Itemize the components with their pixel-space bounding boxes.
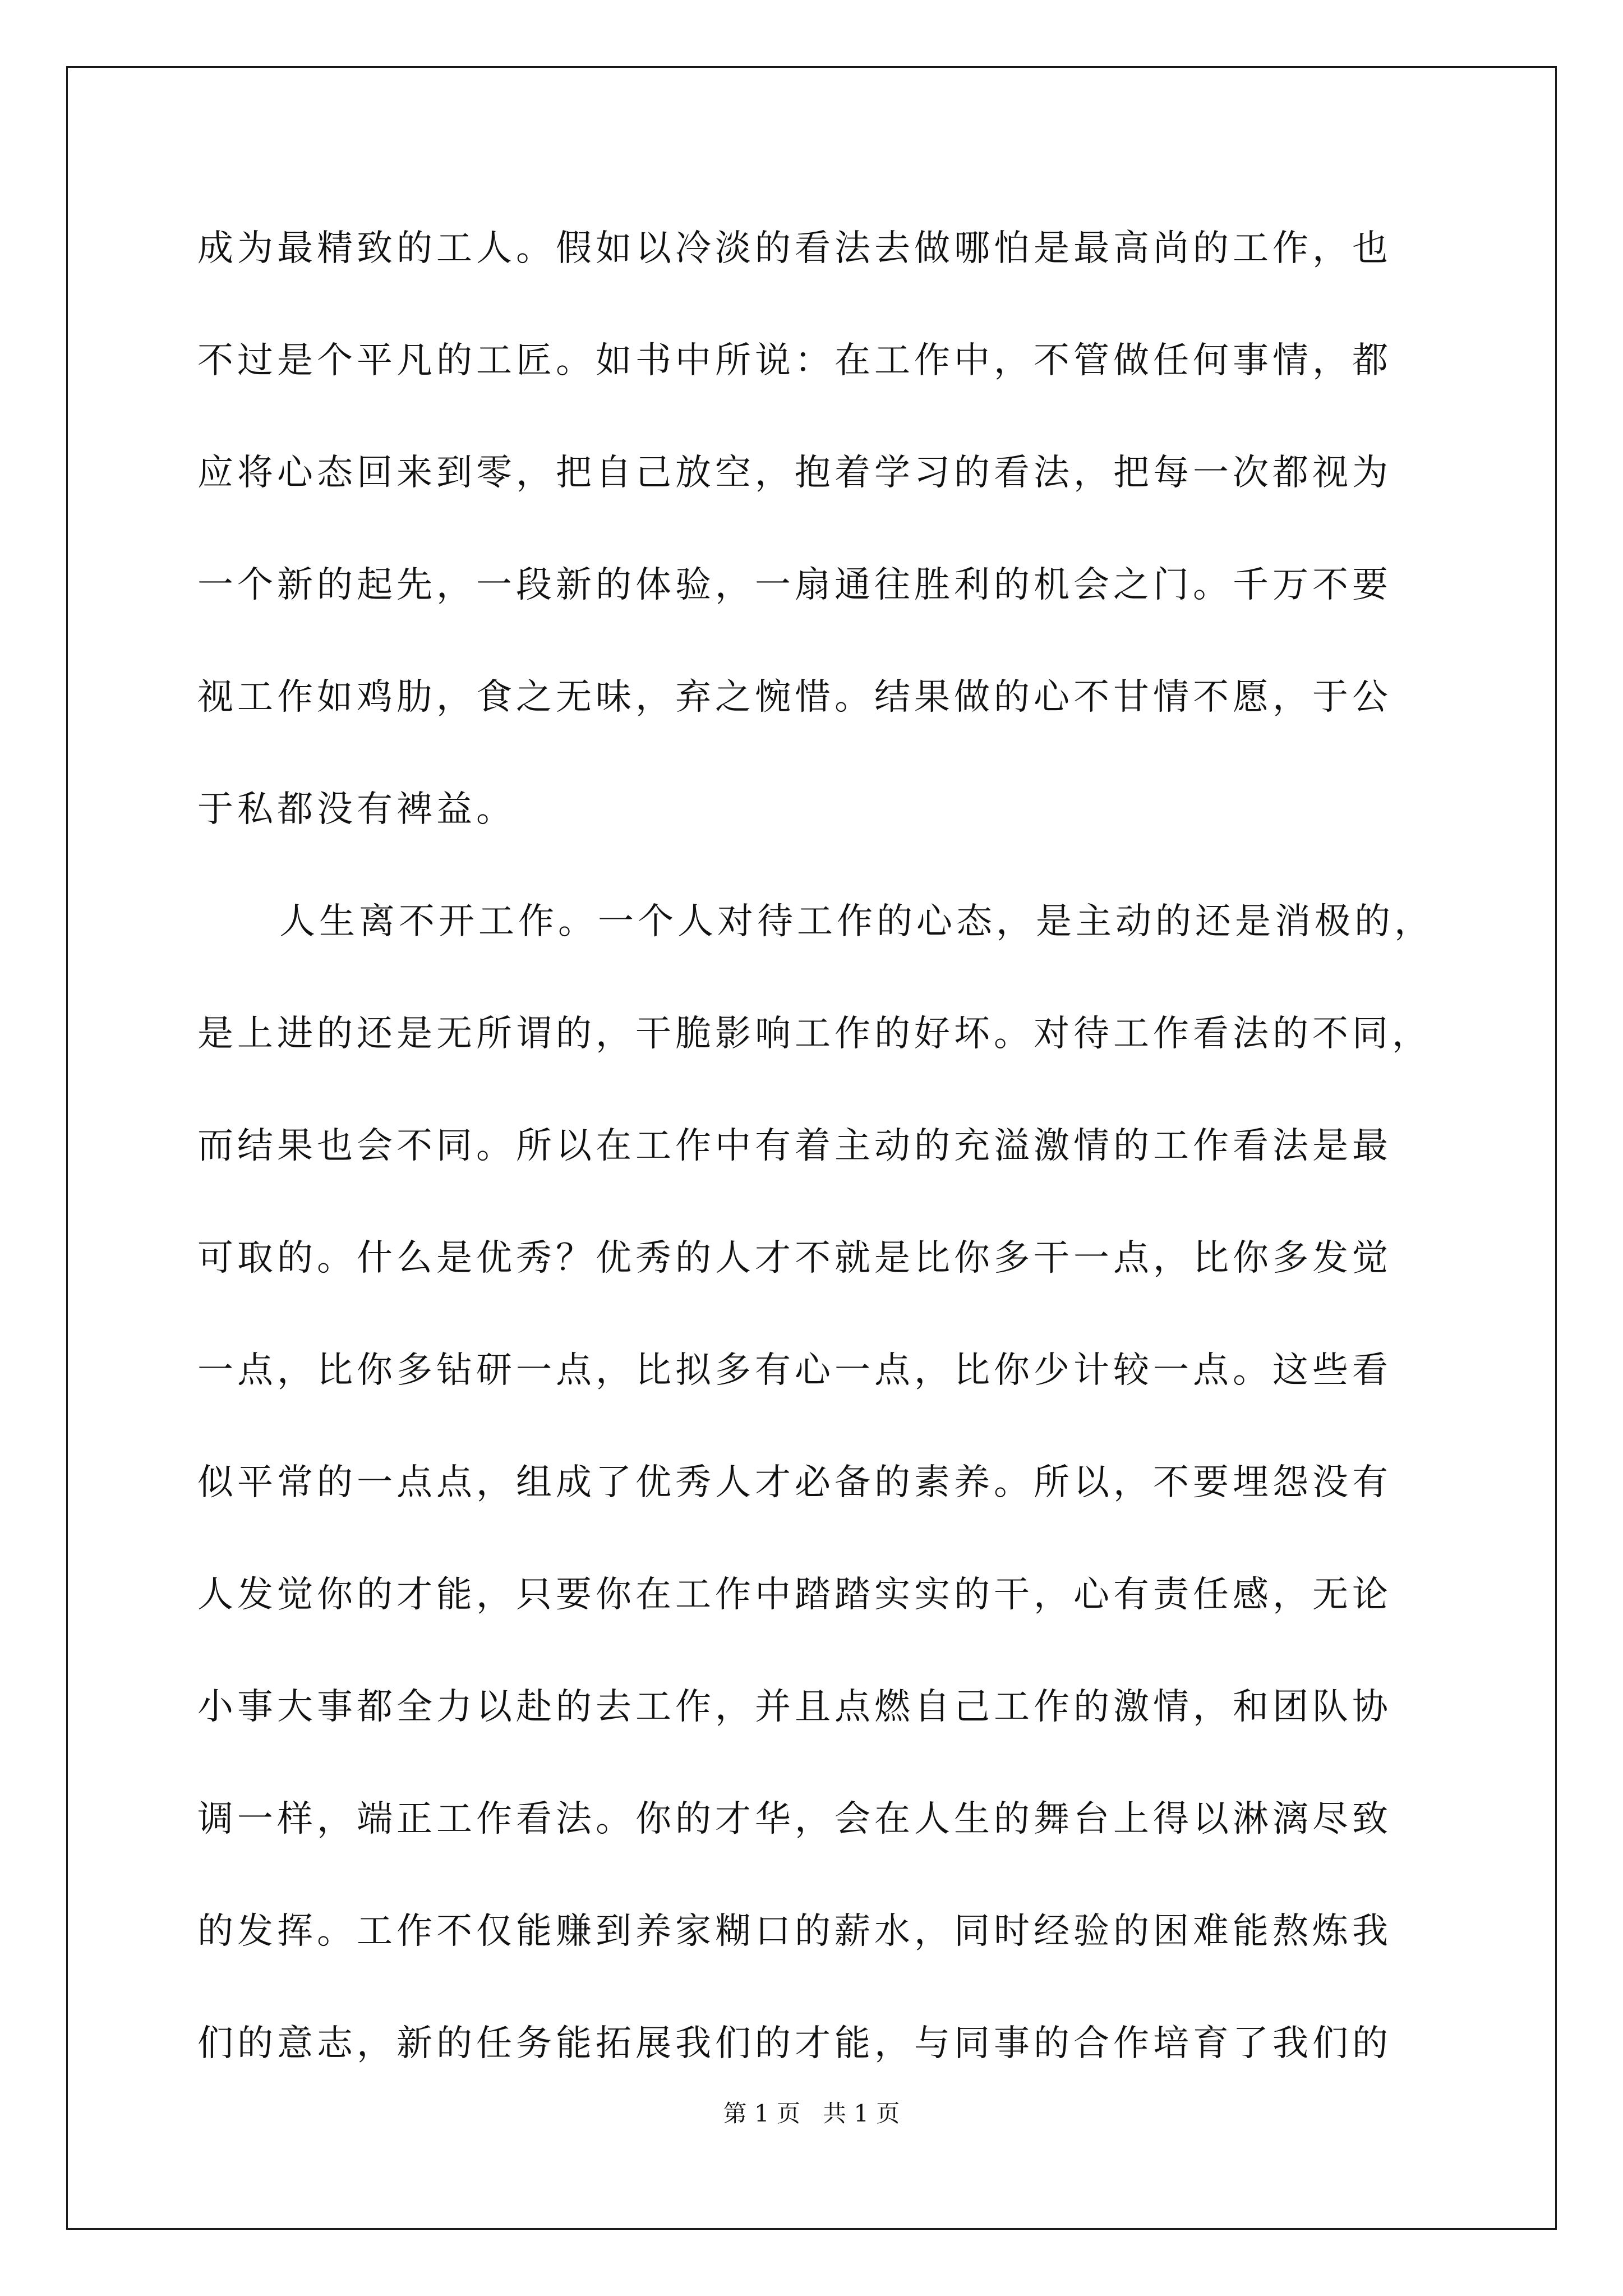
page-number: 第 1 页: [723, 2100, 800, 2127]
paragraph-1-line-5: 视工作如鸡肋，食之无味，弃之惋惜。结果做的心不甘情不愿，于公: [197, 677, 1392, 718]
paragraph-1-line-6: 于私都没有裨益。: [197, 789, 516, 830]
paragraph-2-line-11: 们的意志，新的任务能拓展我们的才能，与同事的合作培育了我们的: [197, 2023, 1392, 2064]
paragraph-2-line-2: 是上进的还是无所谓的，干脆影响工作的好坏。对待工作看法的不同，: [197, 1013, 1432, 1055]
paragraph-1-line-4: 一个新的起先，一段新的体验，一扇通往胜利的机会之门。千万不要: [197, 564, 1392, 606]
paragraph-1-line-1: 成为最精致的工人。假如以冷淡的看法去做哪怕是最高尚的工作，也: [197, 228, 1392, 269]
paragraph-2-line-7: 人发觉你的才能，只要你在工作中踏踏实实的干，心有责任感，无论: [197, 1574, 1392, 1616]
paragraph-2-line-8: 小事大事都全力以赴的去工作，并且点燃自己工作的激情，和团队协: [197, 1686, 1392, 1728]
paragraph-1-line-2: 不过是个平凡的工匠。如书中所说：在工作中，不管做任何事情，都: [197, 340, 1392, 381]
paragraph-1-line-3: 应将心态回来到零，把自己放空，抱着学习的看法，把每一次都视为: [197, 452, 1392, 494]
paragraph-2-line-4: 可取的。什么是优秀？优秀的人才不就是比你多干一点，比你多发觉: [197, 1237, 1392, 1279]
page-total: 共 1 页: [823, 2100, 900, 2127]
paragraph-2-line-3: 而结果也会不同。所以在工作中有着主动的充溢激情的工作看法是最: [197, 1125, 1392, 1167]
page-footer: [0, 2098, 1623, 2129]
paragraph-2-line-1: 人生离不开工作。一个人对待工作的心态，是主动的还是消极的，: [279, 901, 1434, 942]
paragraph-2-line-9: 调一样，端正工作看法。你的才华，会在人生的舞台上得以淋漓尽致: [197, 1798, 1392, 1840]
paragraph-2-line-5: 一点，比你多钻研一点，比拟多有心一点，比你少计较一点。这些看: [197, 1350, 1392, 1391]
paragraph-2-line-6: 似平常的一点点，组成了优秀人才必备的素养。所以，不要埋怨没有: [197, 1462, 1392, 1503]
paragraph-2-line-10: 的发挥。工作不仅能赚到养家糊口的薪水，同时经验的困难能熬炼我: [197, 1911, 1392, 1952]
